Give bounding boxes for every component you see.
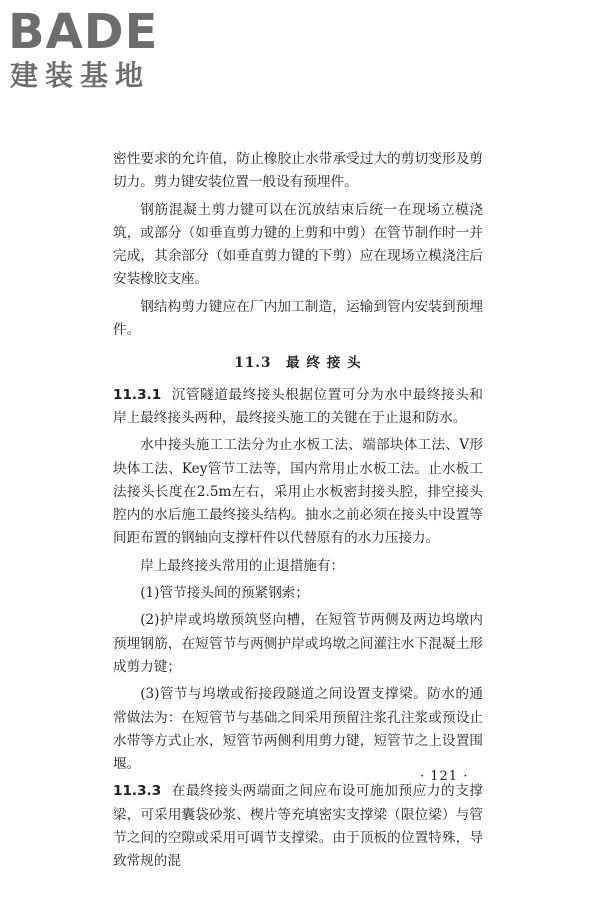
document-body bbox=[113, 148, 483, 874]
numbered-clause bbox=[113, 384, 483, 431]
paragraph: 密性要求的允许值，防止橡胶止水带承受过大的剪切变形及剪切力。剪力键安装位置一般设有预埋件。 bbox=[113, 151, 483, 191]
clause-text: 沉管隧道最终接头根据位置可分为水中最终接头和岸上最终接头两种，最终接头施工的关键在于止退和防水。 bbox=[113, 386, 483, 426]
logo-subtitle: 建装基地 bbox=[10, 59, 151, 92]
paragraph: 岸上最终接头常用的止退措施有： bbox=[140, 557, 345, 574]
paragraph: 钢筋混凝土剪力键可以在沉放结束后统一在现场立模浇筑，或部分（如垂直剪力键的上剪和中剪）在管节制作时一并完成，其余部分（如垂直剪力键的下剪）应在现场立模浇注后安装橡胶支座。 bbox=[113, 201, 483, 288]
numbered-clause bbox=[113, 780, 483, 873]
logo-brand: BADE bbox=[8, 4, 159, 60]
section-title: 11.3 最 终 接 头 bbox=[234, 355, 362, 372]
clause-text: 在最终接头两端面之间应布设可施加预应力的支撑梁，可采用囊袋砂浆、楔片等充填密实支撑梁（限位梁）与管节之间的空隙或采用可调节支撑梁。由于顶板的位置特殊，导致常规的混 bbox=[113, 783, 483, 870]
list-item: (2)护岸或坞墩预筑竖向槽，在短管节两侧及两边坞墩内预埋钢筋，在短管节与两侧护岸或坞墩之间灌注水下混凝土形成剪力键； bbox=[113, 612, 483, 675]
paragraph: 水中接头施工工法分为止水板工法、端部块体工法、V形块体工法、Key管节工法等，国内常用止水板工法。止水板工法接头长度在2.5m左右，采用止水板密封接头腔，排空接头腔内的水后施工最终接头结构。抽水之前必须在接头中设置等间距布置的钢轴向支撑杆件以代替原有的水力压接力。 bbox=[113, 437, 483, 547]
paragraph: 钢结构剪力键应在厂内加工制造，运输到管内安装到预埋件。 bbox=[113, 298, 483, 339]
list-item: (1)管节接头间的预紧钢索； bbox=[140, 585, 309, 602]
list-item: (3)管节与坞墩或衔接段隧道之间设置支撑梁。防水的通常做法为：在短管节与基础之间采用预留注浆孔注浆或预设止水带等方式止水，短管节两侧利用剪力键，短管节之上设置围堰。 bbox=[113, 686, 483, 773]
clause-number: 11.3.1 bbox=[113, 386, 162, 403]
page-number: · 121 · bbox=[420, 769, 469, 784]
clause-number: 11.3.3 bbox=[113, 783, 162, 800]
logo bbox=[8, 6, 178, 96]
